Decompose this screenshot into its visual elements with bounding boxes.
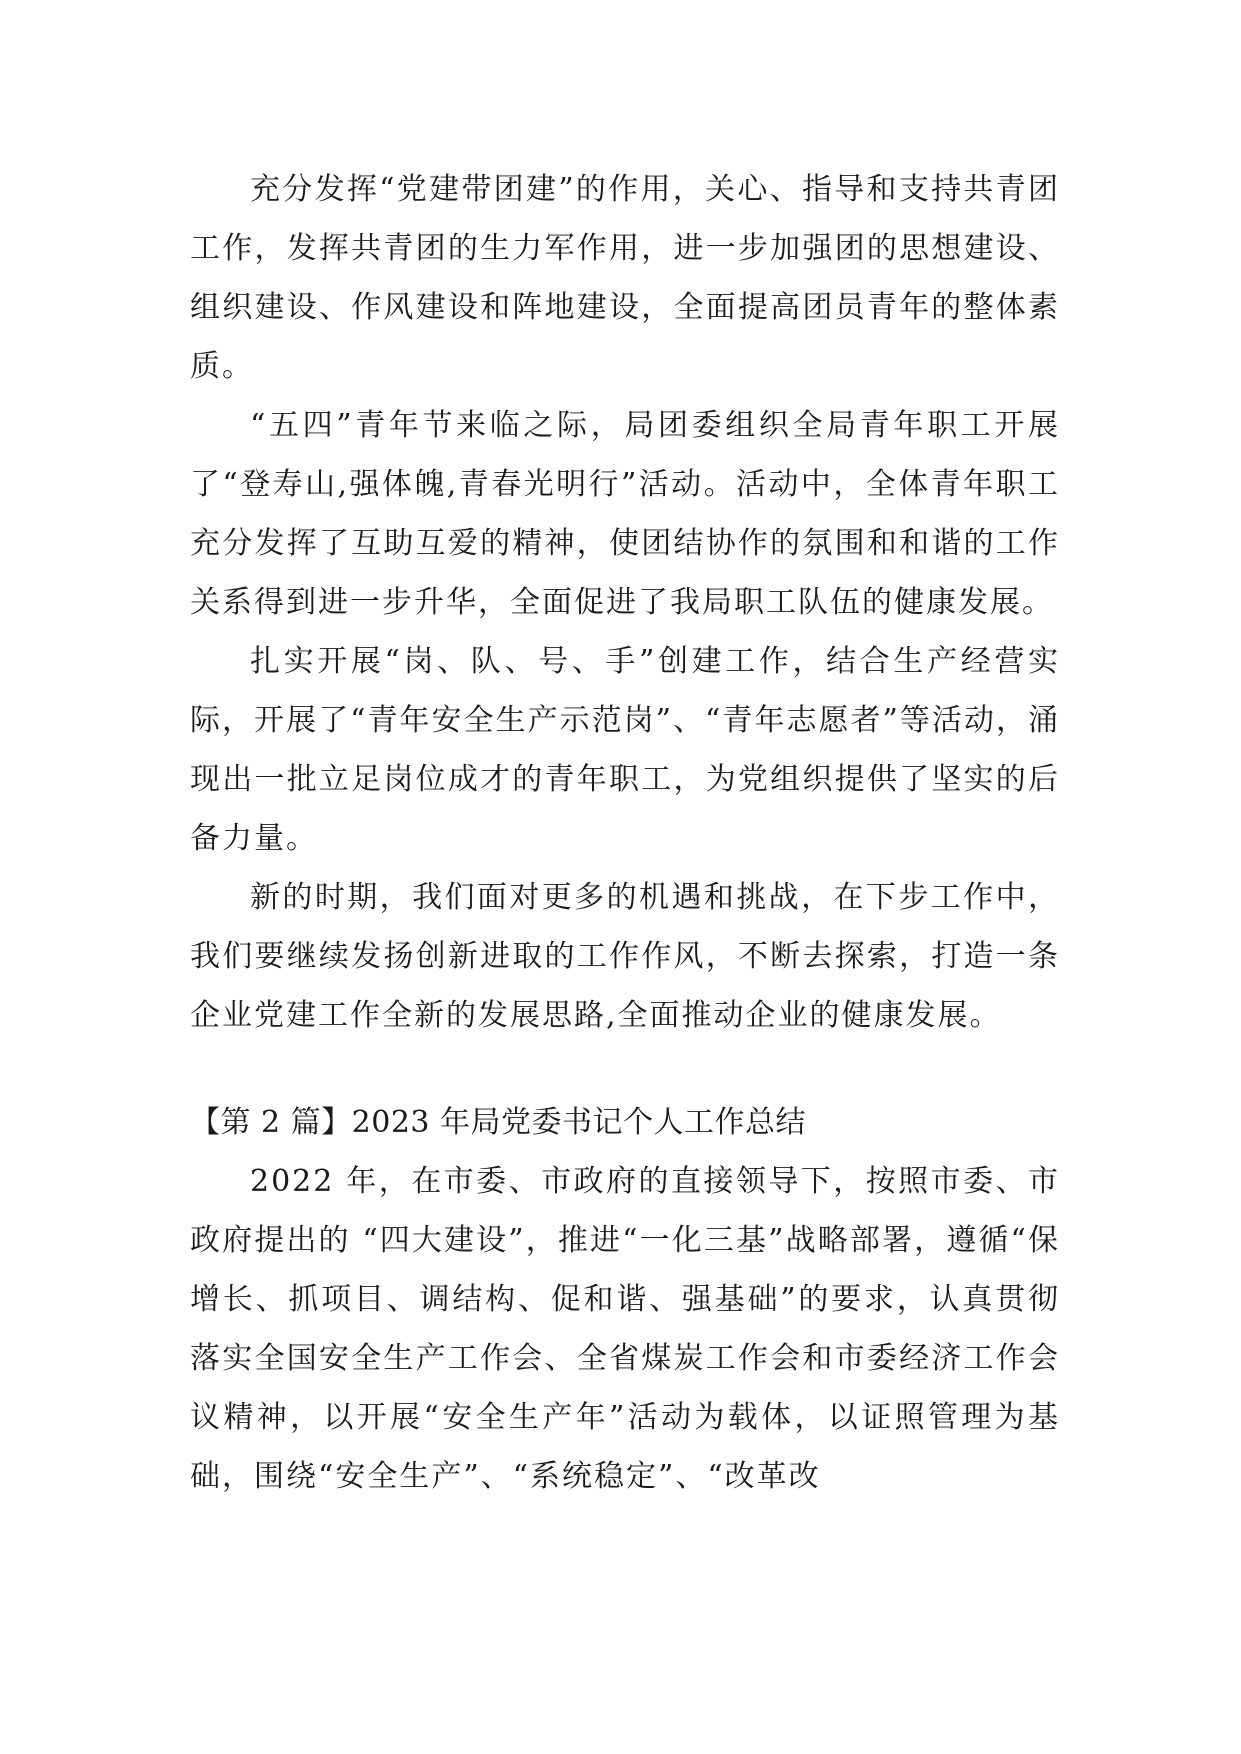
paragraph-2022-summary: 2022 年，在市委、市政府的直接领导下，按照市委、市政府提出的 “四大建设”，推进“一化三基”战略部署，遵循“保增长、抓项目、调结构、促和谐、强基础”的要求，认真贯彻落实全国安全生产工作会、全省煤炭工作会和市委经济工作会议精神，以开展“安全生产年”活动为载体，以证照管理为基础，围绕“安全生产”、“系统稳定”、“改革改 [190, 1164, 1060, 1494]
paragraph-youth-day-activity: “五四”青年节来临之际，局团委组织全局青年职工开展了“登寿山,强体魄,青春光明行”活动。活动中，全体青年职工充分发挥了互助互爱的精神，使团结协作的氛围和和谐的工作关系得到进一步升华，全面促进了我局职工队伍的健康发展。 [190, 408, 1060, 620]
section-heading: 【第 2 篇】2023 年局党委书记个人工作总结 [190, 1105, 807, 1140]
paragraph-post-team-creation: 扎实开展“岗、队、号、手”创建工作，结合生产经营实际，开展了“青年安全生产示范岗”、“青年志愿者”等活动，涌现出一批立足岗位成才的青年职工，为党组织提供了坚实的后备力量。 [190, 644, 1060, 856]
document-body [190, 160, 1060, 1506]
paragraph-new-period: 新的时期，我们面对更多的机遇和挑战，在下步工作中，我们要继续发扬创新进取的工作作风，不断去探索，打造一条企业党建工作全新的发展思路,全面推动企业的健康发展。 [190, 880, 1060, 1033]
paragraph-party-builds-league: 充分发挥“党建带团建”的作用，关心、指导和支持共青团工作，发挥共青团的生力军作用，进一步加强团的思想建设、组织建设、作风建设和阵地建设，全面提高团员青年的整体素质。 [190, 172, 1060, 384]
